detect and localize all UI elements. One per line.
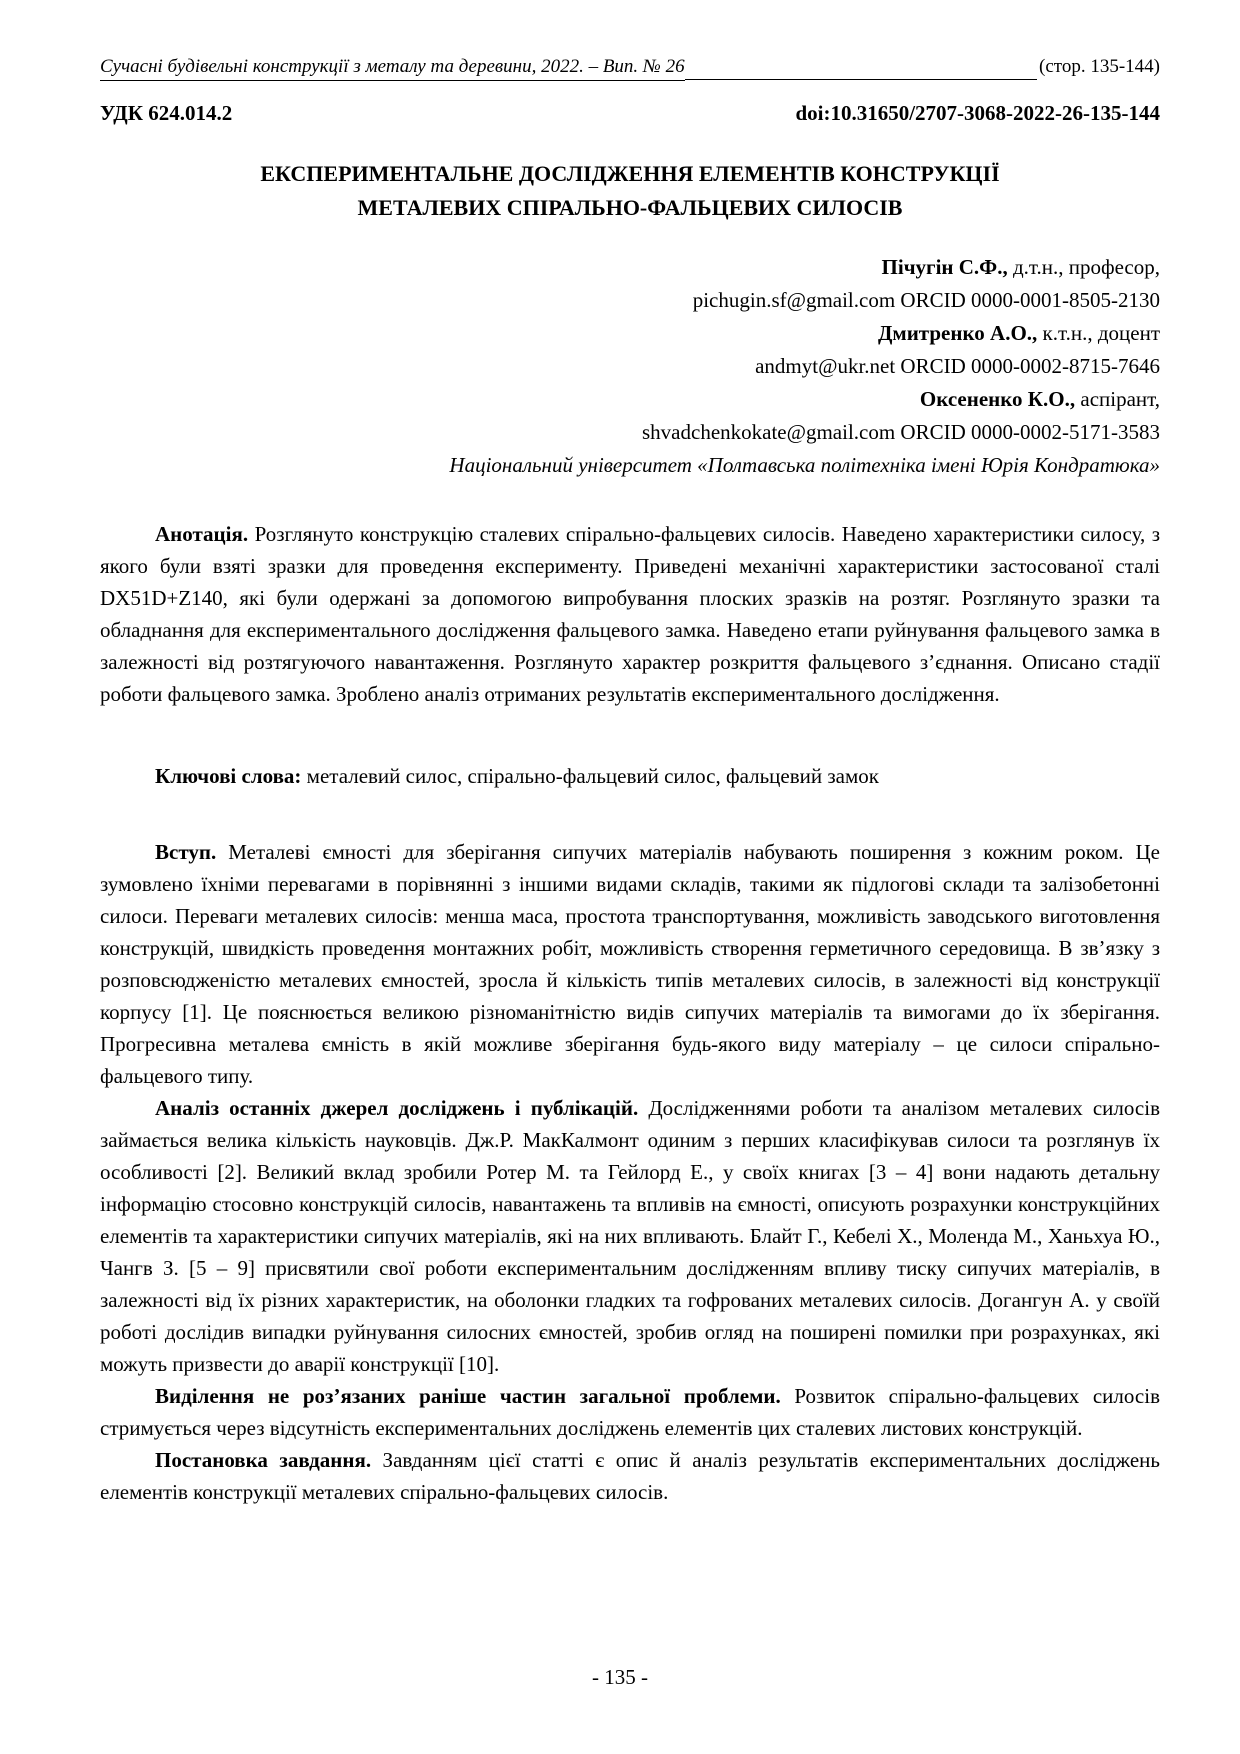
section-lead: Вступ.: [155, 840, 217, 864]
section-intro: [100, 836, 1160, 1092]
udc-code: УДК 624.014.2: [100, 101, 233, 125]
article-title-line1: ЕКСПЕРИМЕНТАЛЬНЕ ДОСЛІДЖЕННЯ ЕЛЕМЕНТІВ КОНСТРУКЦІЇ: [260, 161, 1000, 186]
section-analysis: [100, 1092, 1160, 1380]
page-number: - 135 -: [592, 1665, 648, 1689]
keywords-text: металевий силос, спірально-фальцевий силос, фальцевий замок: [301, 764, 879, 788]
doi-code: doi:10.31650/2707-3068-2022-26-135-144: [795, 101, 1160, 125]
author-name: Пічугін С.Ф.,: [881, 255, 1008, 279]
running-head-rule: [685, 55, 1037, 80]
section-lead: Виділення не роз’язаних раніше частин загальної проблеми.: [155, 1384, 781, 1408]
pages-reference: (стор. 135-144): [1039, 56, 1160, 77]
abstract-text: Розглянуто конструкцію сталевих спірально-фальцевих силосів. Наведено характеристики силосу, з якого були взяті зразки для проведення експерименту. Приведені механічні характеристики застосованої сталі DX51D+Z140, які були одержані за допомогою випробування плоских зразків на розтяг. Розглянуто зразки та обладнання для експериментального дослідження фальцевого замка. Наведено етапи руйнування фальцевого замка в залежності від розтягуючого навантаження. Розглянуто характер розкриття фальцевого з’єднання. Описано стадії роботи фальцевого замка. Зроблено аналіз отриманих результатів експериментального дослідження.: [100, 522, 1160, 706]
journal-title: Сучасні будівельні конструкції з металу та деревини, 2022. – Вип. № 26: [100, 55, 685, 81]
section-text: Розвиток спірально-фальцевих силосів стримується через відсутність експериментальних досліджень елементів цих сталевих листових конструкцій.: [100, 1384, 1160, 1440]
running-head: [100, 55, 1160, 81]
author-name: Оксененко К.О.,: [919, 387, 1076, 411]
author-contact: shvadchenkokate@gmail.com ORCID 0000-0002-5171-3583: [642, 420, 1160, 444]
author-line: [100, 251, 1160, 284]
article-title-line2: МЕТАЛЕВИХ СПІРАЛЬНО-ФАЛЬЦЕВИХ СИЛОСІВ: [357, 195, 903, 220]
section-lead: Постановка завдання.: [155, 1448, 372, 1472]
author-line: [100, 383, 1160, 416]
keywords-label: Ключові слова:: [155, 764, 302, 788]
section-lead: Аналіз останніх джерел досліджень і публікацій.: [155, 1096, 639, 1120]
abstract-paragraph: [100, 518, 1160, 710]
author-line: [100, 317, 1160, 350]
keywords-line: [100, 760, 1160, 792]
authors-block: [100, 251, 1160, 482]
meta-row: [100, 99, 1160, 127]
affiliation: Національний університет «Полтавська політехніка імені Юрія Кондратюка»: [449, 453, 1160, 477]
author-role: д.т.н., професор,: [1007, 255, 1160, 279]
section-text: Дослідженнями роботи та аналізом металевих силосів займається велика кількість науковців. Дж.Р. МакКалмонт одиним з перших класифікував силоси та розглянув їх особливості [2]. Великий вклад зробили Ротер М. та Гейлорд Е., у своїх книгах [3 – 4] вони надають детальну інформацію стосовно конструкцій силосів, навантажень та впливів на ємності, описують розрахунки конструкційних елементів та характеристики сипучих матеріалів, які на них впливають. Блайт Г., Кебелі Х., Моленда М., Ханьхуа Ю., Чангв З. [5 – 9] присвятили свої роботи експериментальним дослідженням впливу тиску сипучих матеріалів, в залежності від їх різних характеристик, на оболонки гладких та гофрованих металевих силосів. Догангун А. у своїй роботі дослідив випадки руйнування силосних ємностей, зробив огляд на поширені помилки при розрахунках, які можуть призвести до аварії конструкції [10].: [100, 1096, 1160, 1376]
section-text: Металеві ємності для зберігання сипучих матеріалів набувають поширення з кожним роком. Це зумовлено їхніми перевагами в порівнянні з іншими видами складів, такими як підлогові склади та залізобетонні силоси. Переваги металевих силосів: менша маса, простота транспортування, можливість заводського виготовлення конструкцій, швидкість проведення монтажних робіт, можливість створення герметичного середовища. В зв’язку з розповсюдженістю металевих ємностей, зросла й кількість типів металевих силосів, в залежності від конструкції корпусу [1]. Це пояснюється великою різноманітністю видів сипучих матеріалів та вимогами до їх зберігання. Прогресивна металева ємність в якій можливе зберігання будь-якого виду матеріалу – це силоси спірально-фальцевого типу.: [100, 840, 1160, 1088]
author-role: к.т.н., доцент: [1037, 321, 1160, 345]
author-role: аспірант,: [1075, 387, 1160, 411]
article-title: [100, 157, 1160, 225]
author-contact: pichugin.sf@gmail.com ORCID 0000-0001-8505-2130: [692, 288, 1160, 312]
section-text: Завданням цієї статті є опис й аналіз результатів експериментальних досліджень елементів конструкції металевих спірально-фальцевих силосів.: [100, 1448, 1160, 1504]
section-problem: [100, 1380, 1160, 1444]
author-name: Дмитренко А.О.,: [877, 321, 1038, 345]
abstract-label: Анотація.: [155, 522, 249, 546]
author-contact: andmyt@ukr.net ORCID 0000-0002-8715-7646: [755, 354, 1160, 378]
section-task: [100, 1444, 1160, 1508]
